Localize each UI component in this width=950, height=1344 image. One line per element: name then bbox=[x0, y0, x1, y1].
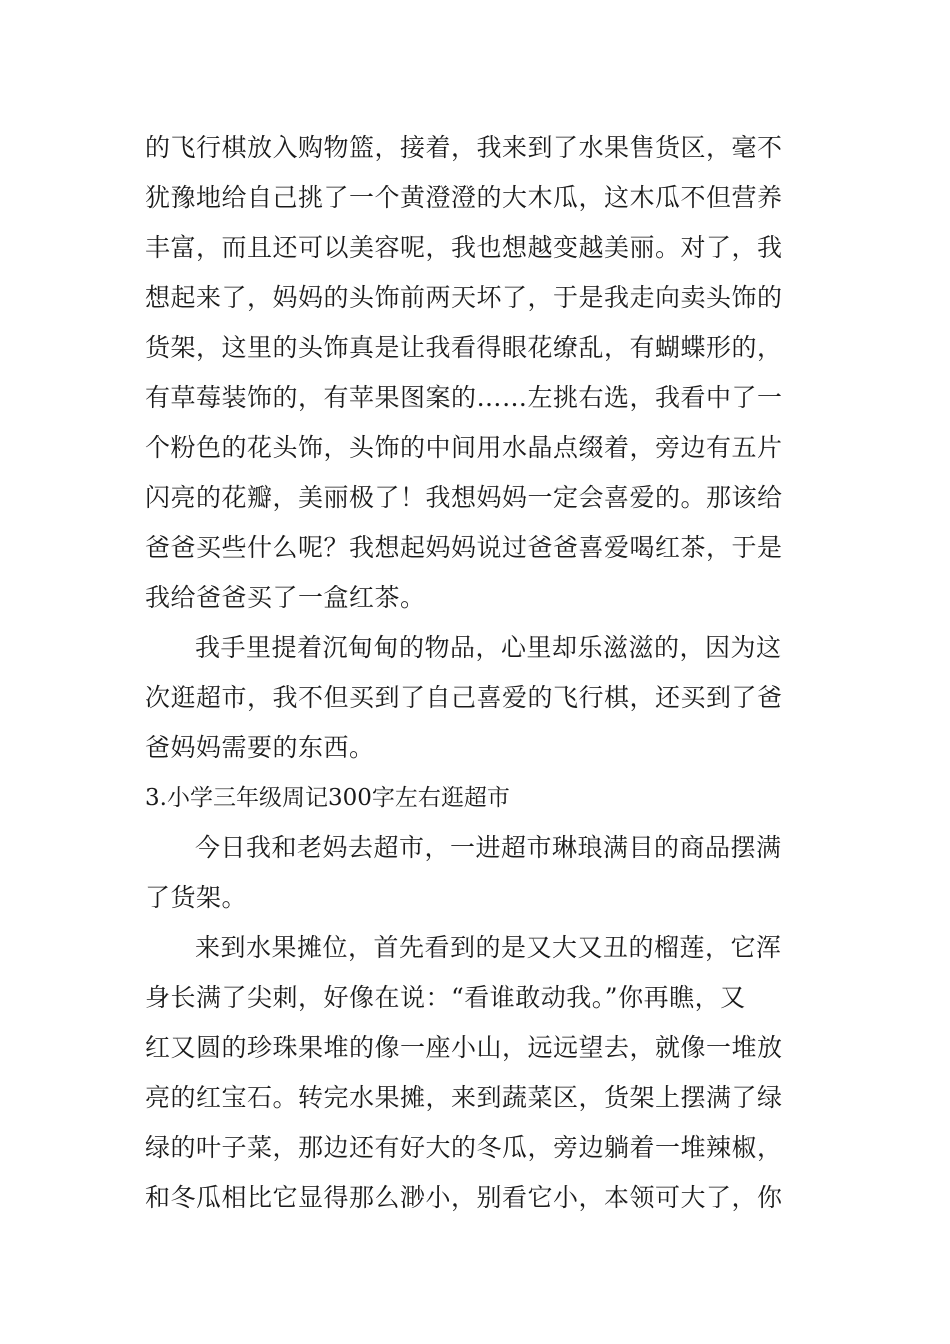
text-line: 爸爸买些什么呢？我想起妈妈说过爸爸喜爱喝红茶，于是 bbox=[145, 533, 783, 562]
text-line: 我给爸爸买了一盒红茶。 bbox=[145, 583, 426, 612]
text-line: 货架，这里的头饰真是让我看得眼花缭乱，有蝴蝶形的， bbox=[145, 333, 783, 362]
paragraph-start-line: 来到水果摊位，首先看到的是又大又丑的榴莲，它浑 bbox=[195, 933, 782, 962]
text-line: 爸妈妈需要的东西。 bbox=[145, 733, 375, 762]
text-line: 想起来了，妈妈的头饰前两天坏了，于是我走向卖头饰的 bbox=[145, 283, 783, 312]
text-line: 丰富，而且还可以美容呢，我也想越变越美丽。对了，我 bbox=[145, 233, 783, 262]
text-line: 身长满了尖刺，好像在说：“看谁敢动我。”你再瞧，又 bbox=[145, 983, 746, 1012]
text-line: 的飞行棋放入购物篮，接着，我来到了水果售货区，毫不 bbox=[145, 133, 783, 162]
text-line: 犹豫地给自己挑了一个黄澄澄的大木瓜，这木瓜不但营养 bbox=[145, 183, 783, 212]
text-line: 有草莓装饰的，有苹果图案的……左挑右选，我看中了一 bbox=[145, 383, 783, 412]
paragraph-start-line: 我手里提着沉甸甸的物品，心里却乐滋滋的，因为这 bbox=[195, 633, 782, 662]
text-line: 红又圆的珍珠果堆的像一座小山，远远望去，就像一堆放 bbox=[145, 1033, 783, 1062]
text-line: 亮的红宝石。转完水果摊，来到蔬菜区，货架上摆满了绿 bbox=[145, 1083, 783, 1112]
text-line: 绿的叶子菜，那边还有好大的冬瓜，旁边躺着一堆辣椒， bbox=[145, 1133, 783, 1162]
text-line: 闪亮的花瓣，美丽极了！我想妈妈一定会喜爱的。那该给 bbox=[145, 483, 783, 512]
section-heading: 3.小学三年级周记300字左右逛超市 bbox=[145, 785, 510, 811]
text-line: 了货架。 bbox=[145, 883, 248, 912]
text-line: 个粉色的花头饰，头饰的中间用水晶点缀着，旁边有五片 bbox=[145, 433, 783, 462]
text-line: 次逛超市，我不但买到了自己喜爱的飞行棋，还买到了爸 bbox=[145, 683, 783, 712]
paragraph-start-line: 今日我和老妈去超市，一进超市琳琅满目的商品摆满 bbox=[195, 833, 782, 862]
text-line: 和冬瓜相比它显得那么渺小，别看它小，本领可大了，你 bbox=[145, 1183, 783, 1212]
